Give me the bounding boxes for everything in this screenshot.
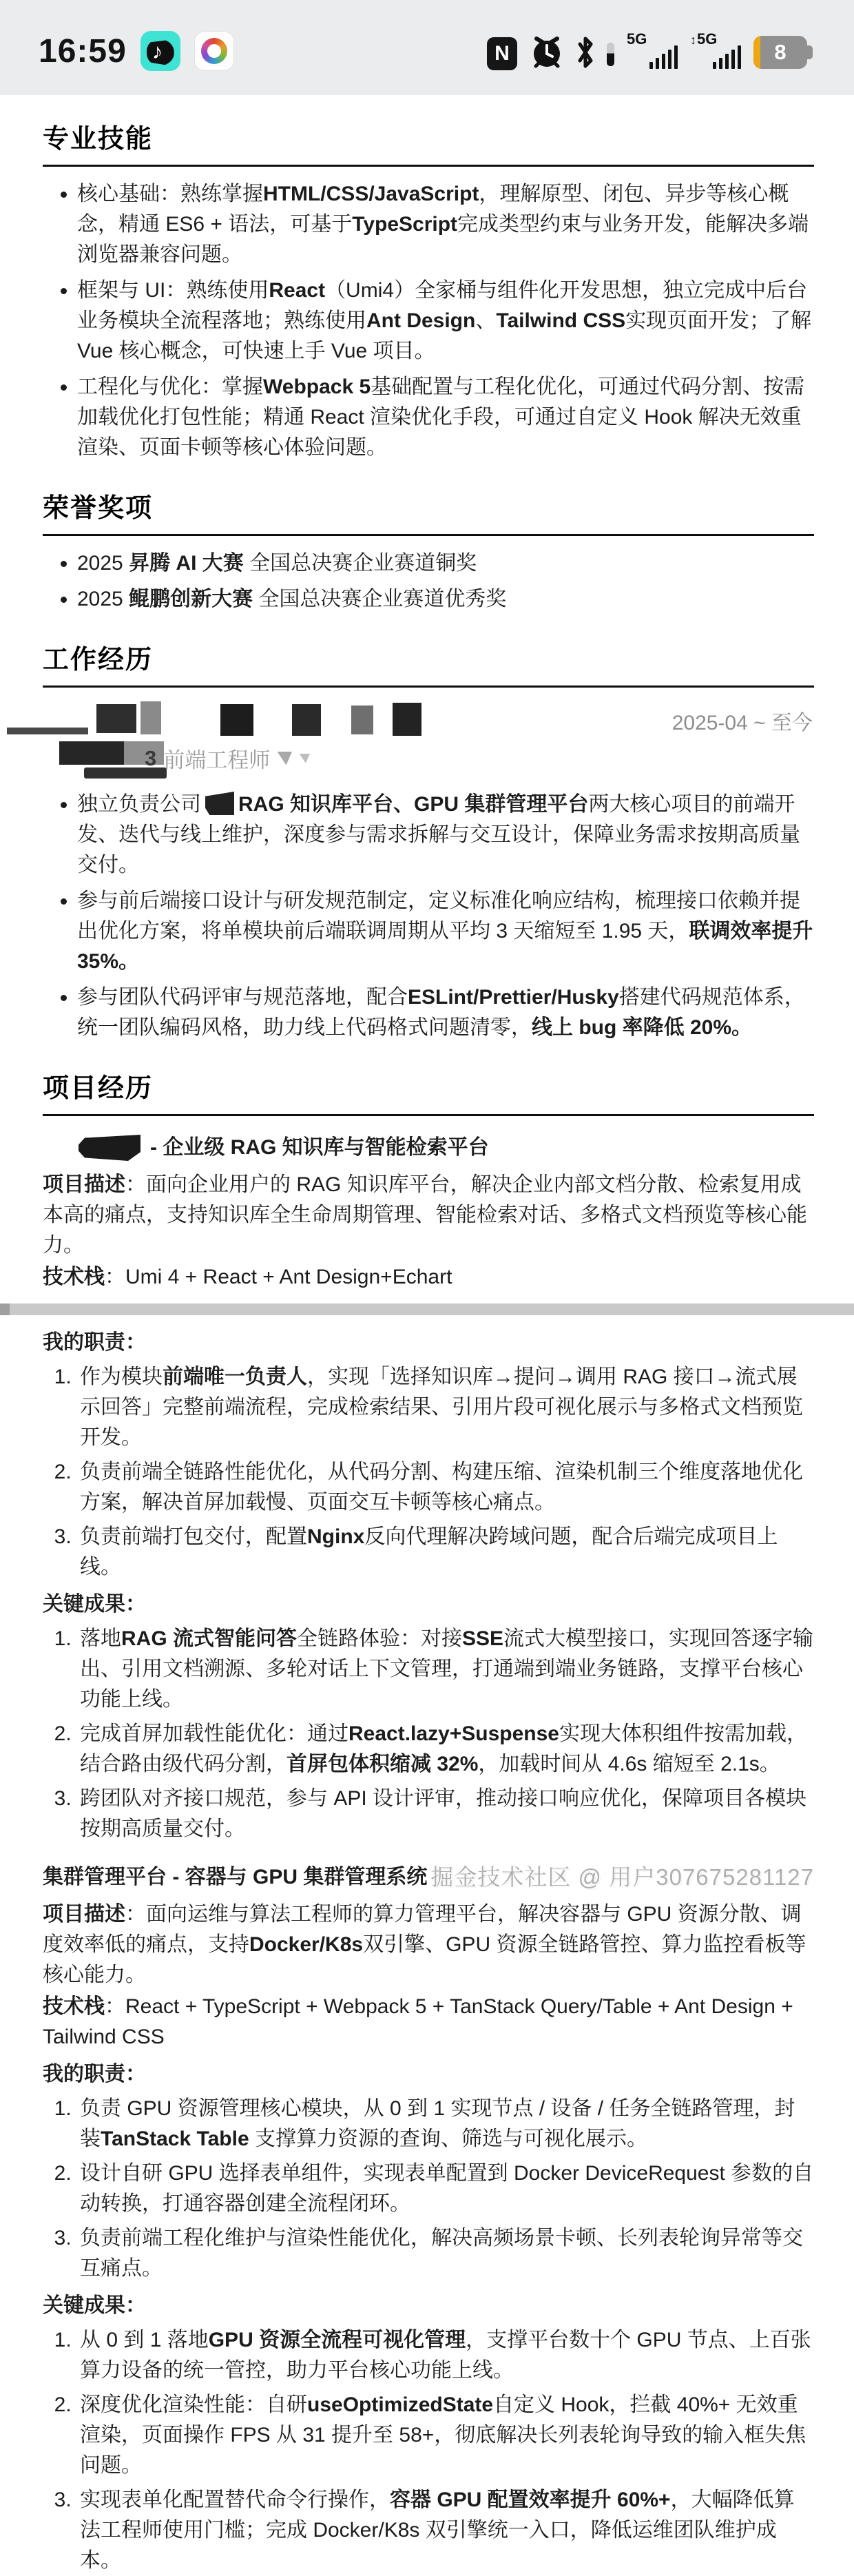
work-entry-header bbox=[43, 700, 814, 781]
redaction-mark bbox=[299, 754, 310, 763]
section-title-skills: 专业技能 bbox=[43, 125, 154, 154]
project1-description: 项目描述：面向企业用户的 RAG 知识库平台，解决企业内部文档分散、检索复用成本高的痛点，支持知识库全生命周期管理、智能检索对话、多格式文档预览等核心能力。 bbox=[43, 1173, 807, 1257]
list-item: 3. 负责前端打包交付，配置Nginx反向代理解决跨域问题，配合后端完成项目上线。 bbox=[77, 1522, 814, 1583]
signal-5g-primary-icon bbox=[627, 32, 678, 70]
battery-body bbox=[753, 36, 807, 69]
project1-stack: 技术栈：Umi 4 + React + Ant Design+Echart bbox=[43, 1266, 452, 1288]
status-bar bbox=[0, 0, 854, 95]
section-rule bbox=[43, 1114, 814, 1116]
clock-time: 16:59 bbox=[39, 32, 127, 70]
signal-5g-secondary-icon bbox=[690, 32, 741, 70]
list-item: 1. 作为模块前端唯一负责人，实现「选择知识库→提问→调用 RAG 接口→流式展示回答」完整前端流程，完成检索结果、引用片段可视化展示与多格式文档预览开发。 bbox=[77, 1362, 814, 1453]
project1-duties-label: 我的职责： bbox=[43, 1331, 146, 1354]
project1-results bbox=[43, 1624, 814, 1844]
updown-arrows-icon: ↕ bbox=[690, 33, 696, 47]
battery-nub bbox=[807, 45, 813, 59]
honors-list bbox=[43, 548, 814, 615]
redacted-project-name bbox=[79, 1135, 140, 1161]
project1-duties bbox=[43, 1362, 814, 1583]
project1-results-label: 关键成果： bbox=[43, 1593, 146, 1616]
project2-duties-label: 我的职责： bbox=[43, 2063, 146, 2085]
resume-document[interactable] bbox=[0, 95, 854, 2576]
redaction-mark bbox=[277, 752, 292, 765]
work-date-range: 2025-04 ~ 至今 bbox=[671, 712, 813, 734]
accessory-battery-icon bbox=[607, 43, 614, 66]
screenshot-stitch-band bbox=[0, 1304, 854, 1315]
list-item: 3. 负责前端工程化维护与渲染性能优化，解决高频场景卡顿、长列表轮询异常等交互痛点。 bbox=[77, 2223, 814, 2284]
music-note-icon: ♪ bbox=[152, 39, 163, 63]
alarm-clock-icon bbox=[530, 34, 564, 70]
tiktok-notification-icon bbox=[140, 31, 180, 71]
battery-icon bbox=[753, 36, 813, 69]
list-item: 2. 完成首屏加载性能优化：通过React.lazy+Suspense实现大体积组件按需加载，结合路由级代码分割，首屏包体积缩减 32%，加载时间从 4.6s 缩短至 2.1s。 bbox=[77, 1719, 814, 1780]
skills-list bbox=[43, 179, 814, 463]
list-item: 1. 从 0 到 1 落地GPU 资源全流程可视化管理，支撑平台数十个 GPU 节点、上百张算力设备的统一管控，助力平台核心功能上线。 bbox=[77, 2325, 814, 2386]
juejin-watermark: 掘金技术社区 @ 用户307675281127 bbox=[430, 1864, 814, 1890]
project2-stack: 技术栈：React + TypeScript + Webpack 5 + TanStack Query/Table + Ant Design + Tailwind CSS bbox=[43, 1995, 793, 2048]
list-item: 1. 负责 GPU 资源管理核心模块，从 0 到 1 实现节点 / 设备 / 任务全链路管理，封装TanStack Table 支撑算力资源的查询、筛选与可视化展示。 bbox=[77, 2094, 814, 2154]
network-type-label-2: ↕5G bbox=[690, 30, 718, 48]
list-item: • 独立负责公司 RAG 知识库平台、GPU 集群管理平台两大核心项目的前端开发、迭代与线上维护，深度参与需求拆解与交互设计，保障业务需求按期高质量交付。 bbox=[77, 790, 814, 880]
colorful-knot-app-icon bbox=[194, 31, 234, 71]
list-item: • 2025 鲲鹏创新大赛 全国总决赛企业赛道优秀奖 bbox=[77, 584, 814, 615]
list-item: • 核心基础：熟练掌握HTML/CSS/JavaScript，理解原型、闭包、异步等核心概念，精通 ES6 + 语法，可基于TypeScript完成类型约束与业务开发，能解决多端浏览器兼容问题。 bbox=[77, 179, 814, 270]
work-list bbox=[43, 790, 814, 1043]
redacted-text bbox=[205, 792, 234, 815]
list-item: • 工程化与优化：掌握Webpack 5基础配置与工程化优化，可通过代码分割、按需加载优化打包性能；精通 React 渲染优化手段，可通过自定义 Hook 解决无效重渲染、页面卡顿等核心体验问题。 bbox=[77, 372, 814, 463]
project2-duties bbox=[43, 2094, 814, 2284]
section-title-honors: 荣誉奖项 bbox=[43, 494, 154, 523]
network-type-label: 5G bbox=[627, 30, 647, 48]
signal-bars-2 bbox=[713, 45, 741, 69]
status-bar-right bbox=[487, 32, 813, 70]
redacted-company-name bbox=[96, 704, 136, 733]
battery-fill-low bbox=[753, 36, 760, 69]
project2-results-label: 关键成果： bbox=[43, 2294, 146, 2317]
list-item: 1. 落地RAG 流式智能问答全链路体验：对接SSE流式大模型接口，实现回答逐字输出、引用文档溯源、多轮对话上下文管理，打通端到端业务链路，支撑平台核心功能上线。 bbox=[77, 1624, 814, 1715]
list-item: 2. 负责前端全链路性能优化，从代码分割、构建压缩、渲染机制三个维度落地优化方案，解决首屏加载慢、页面交互卡顿等核心痛点。 bbox=[77, 1457, 814, 1518]
project2-title: 集群管理平台 - 容器与 GPU 集群管理系统 bbox=[43, 1866, 428, 1888]
list-item: 3. 跨团队对齐接口规范，参与 API 设计评审，推动接口响应优化，保障项目各模块按期高质量交付。 bbox=[77, 1784, 814, 1844]
status-bar-left bbox=[39, 31, 234, 71]
list-item: 2. 设计自研 GPU 选择表单组件，实现表单配置到 Docker DeviceRequest 参数的自动转换，打通容器创建全流程闭环。 bbox=[77, 2158, 814, 2219]
section-rule bbox=[43, 534, 814, 536]
list-item: • 框架与 UI：熟练使用React（Umi4）全家桶与组件化开发思想，独立完成中后台业务模块全流程落地；熟练使用Ant Design、Tailwind CSS实现页面开发；了解 Vue 核心概念，可快速上手 Vue 项目。 bbox=[77, 276, 814, 367]
project2-description: 项目描述：面向运维与算法工程师的算力管理平台，解决容器与 GPU 资源分散、调度效率低的痛点，支持Docker/K8s双引擎、GPU 资源全链路管控、算力监控看板等核心能力。 bbox=[43, 1903, 806, 1986]
list-item: • 参与前后端接口设计与研发规范制定，定义标准化响应结构，梳理接口依赖并提出优化方案，将单模块前后端联调周期从平均 3 天缩短至 1.95 天，联调效率提升 35%。 bbox=[77, 886, 814, 977]
job-role-label: 前端工程师 bbox=[163, 748, 271, 772]
list-item: • 参与团队代码评审与规范落地，配合ESLint/Prettier/Husky搭建代码规范体系，统一团队编码风格，助力线上代码格式问题清零，线上 bug 率降低 20%。 bbox=[77, 982, 814, 1043]
job-role: 3 前端工程师 bbox=[145, 743, 310, 774]
section-title-projects: 项目经历 bbox=[43, 1074, 154, 1103]
list-item: 3. 实现表单化配置替代命令行操作，容器 GPU 配置效率提升 60%+，大幅降低算法工程师使用门槛；完成 Docker/K8s 双引擎统一入口，降低运维团队维护成本。 bbox=[77, 2485, 814, 2576]
signal-bars bbox=[649, 45, 678, 69]
nfc-icon: N bbox=[487, 37, 517, 70]
project1-title: - 企业级 RAG 知识库与智能检索平台 bbox=[79, 1133, 814, 1163]
list-item: 2. 深度优化渲染性能：自研useOptimizedState自定义 Hook，拦截 40%+ 无效重渲染，页面操作 FPS 从 31 提升至 58+，彻底解决长列表轮询导致的输入框失焦问题。 bbox=[77, 2390, 814, 2481]
section-title-work: 工作经历 bbox=[43, 646, 154, 674]
section-rule bbox=[43, 165, 814, 167]
project2-results bbox=[43, 2325, 814, 2576]
list-item: • 2025 昇腾 AI 大赛 全国总决赛企业赛道铜奖 bbox=[77, 548, 814, 579]
rainbow-ring-icon bbox=[201, 38, 227, 64]
section-rule bbox=[43, 686, 814, 688]
bluetooth-icon bbox=[576, 34, 594, 70]
battery-percent-text: 8 bbox=[774, 40, 787, 64]
